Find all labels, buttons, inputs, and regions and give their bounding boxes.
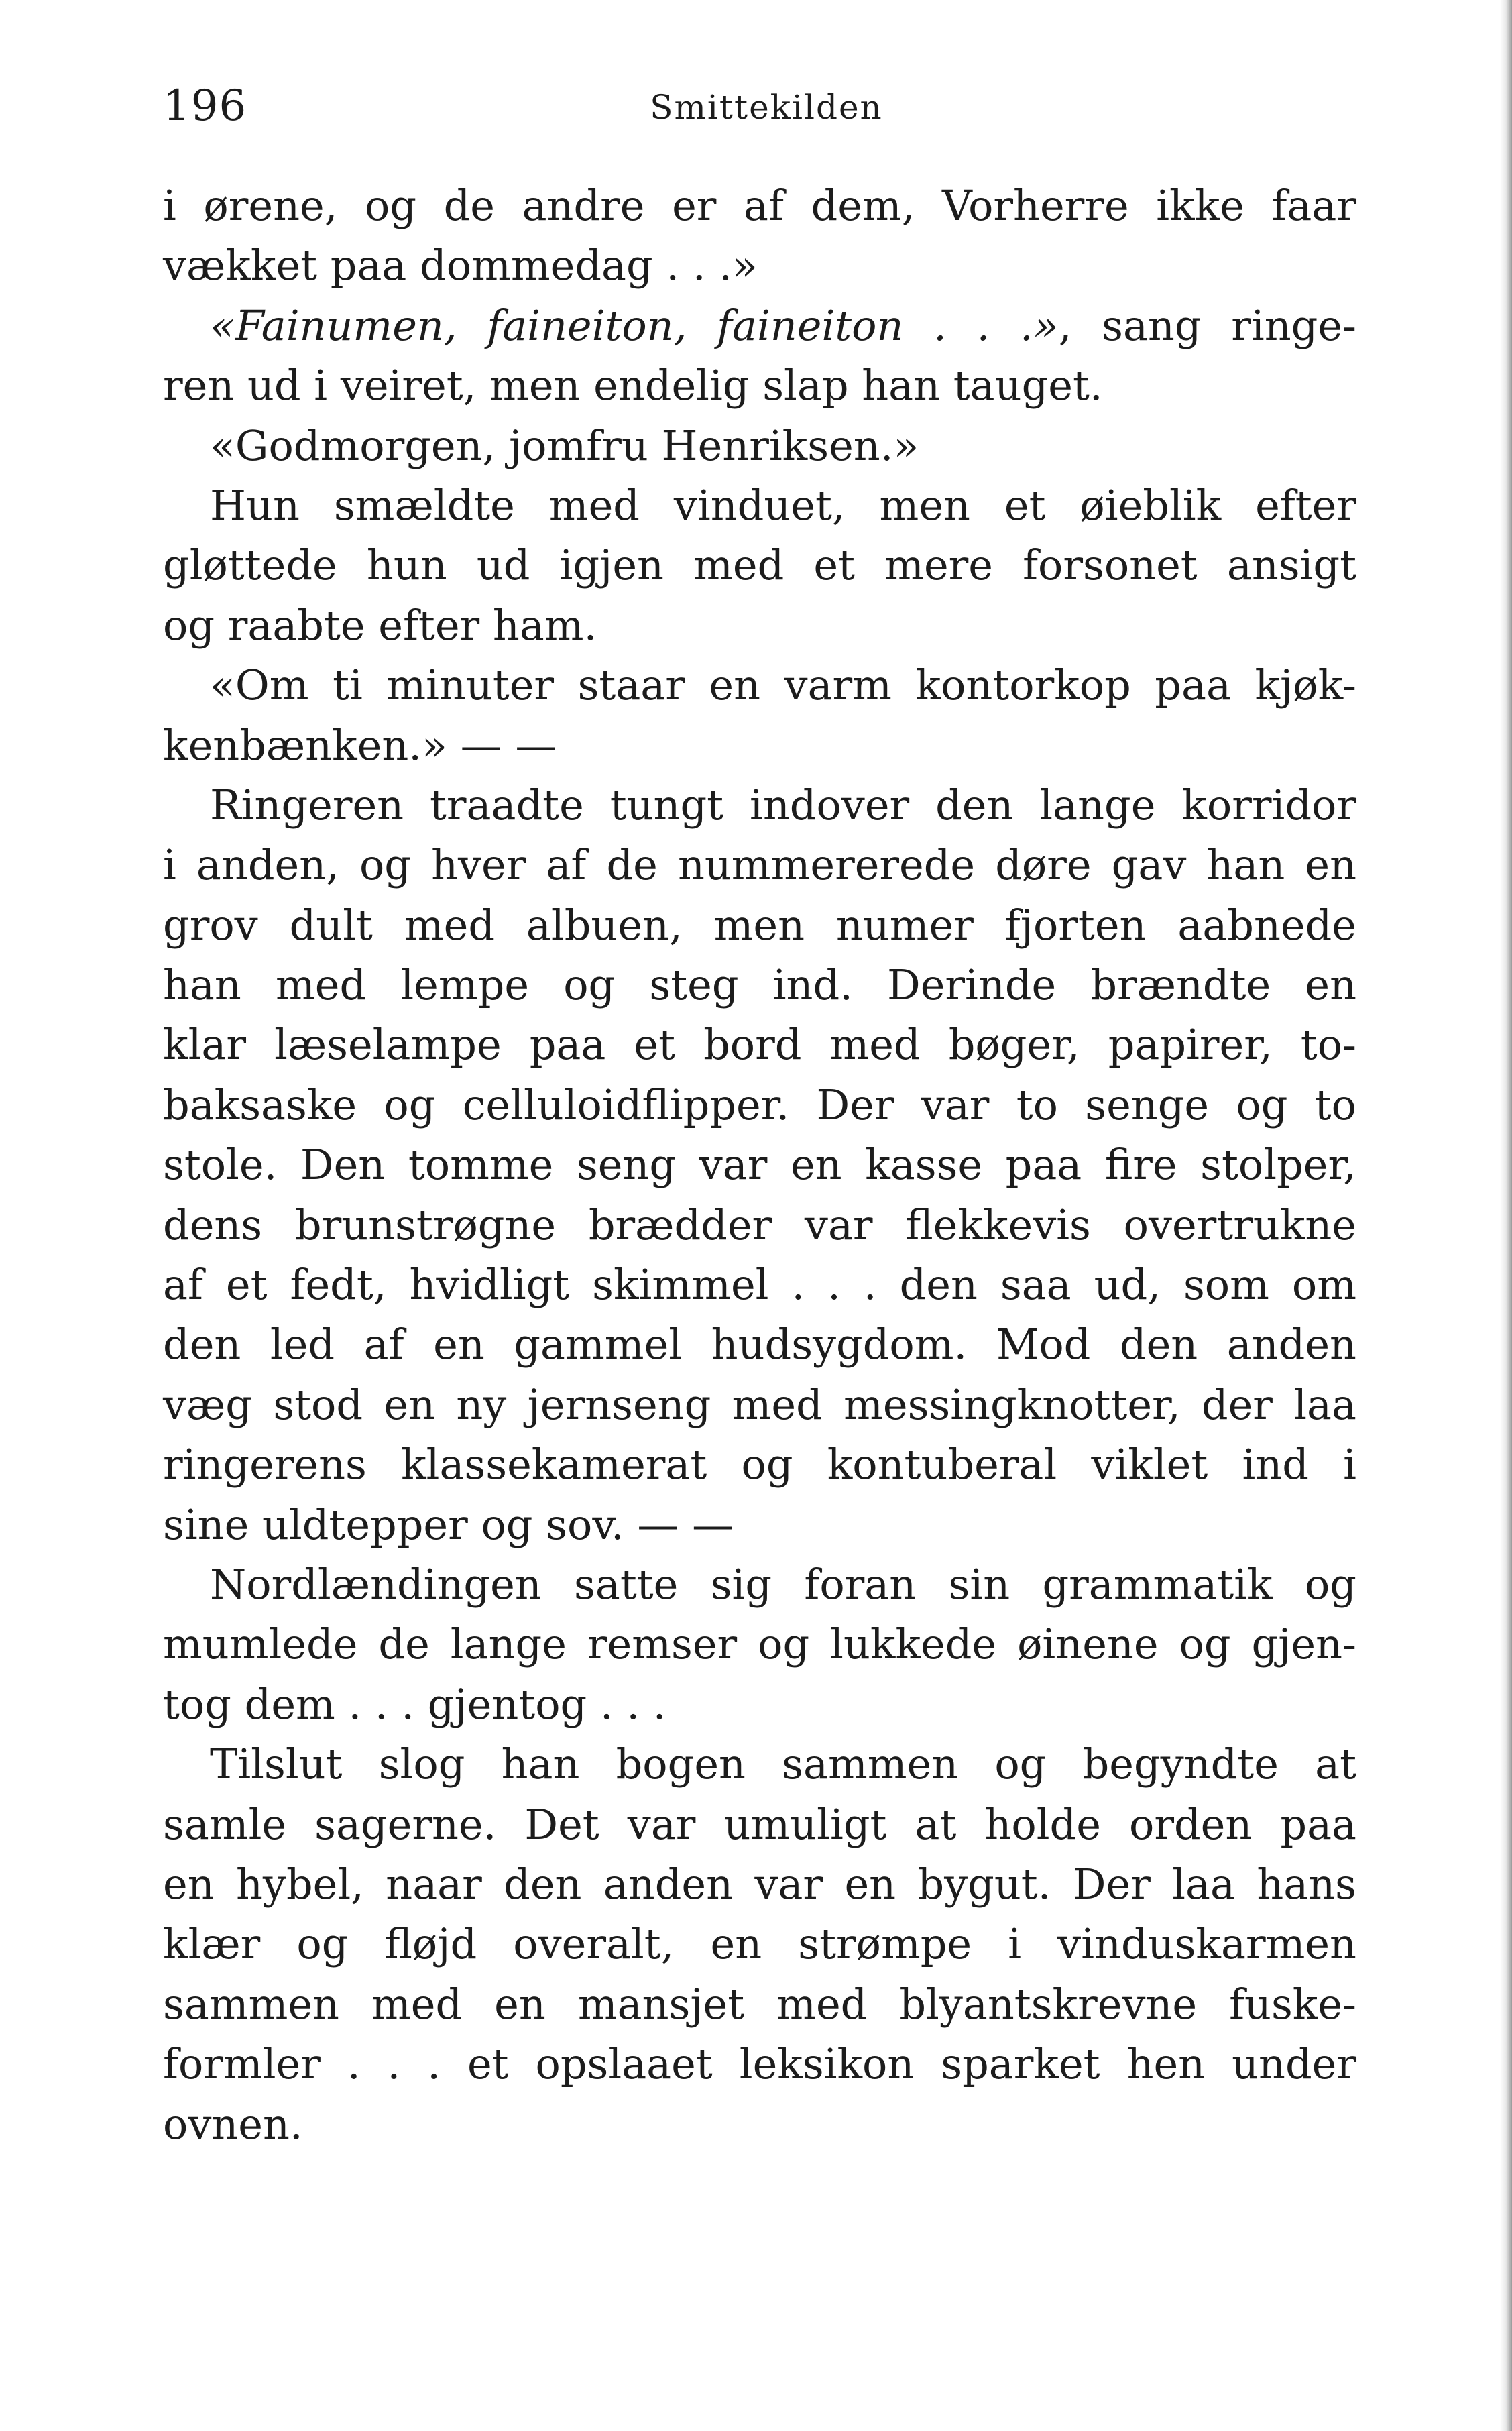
running-title: Smittekilden (650, 88, 883, 127)
text-line: samle sagerne. Det var umuligt at holde orden paa (163, 1799, 1356, 1849)
text-line-with-italic (163, 296, 1356, 355)
text-line: baksaske og celluloidflipper. Der var to senge og to (163, 1080, 1356, 1129)
text-line: klær og fløjd overalt, en strømpe i vinduskarmen (163, 1919, 1356, 1969)
text-line: klar læselampe paa et bord med bøger, papirer, to- (163, 1020, 1356, 1070)
text-line: ren ud i veiret, men endelig slap han tauget. (163, 361, 1103, 410)
text-line: ovnen. (163, 2099, 303, 2149)
text-line: mumlede de lange remser og lukkede øinene og gjen- (163, 1620, 1356, 1669)
text-line: grov dult med albuen, men numer fjorten aabnede (163, 900, 1356, 950)
text-line: vækket paa dommedag . . .» (163, 241, 758, 290)
text-line: han med lempe og steg ind. Derinde brændte en (163, 960, 1356, 1010)
page-header (163, 67, 1356, 141)
text-line: i anden, og hver af de nummererede døre gav han en (163, 840, 1356, 890)
text-line: og raabte efter ham. (163, 600, 597, 650)
body-text (163, 176, 1356, 2154)
text-line: Tilslut slog han bogen sammen og begyndte at (210, 1740, 1356, 1789)
text-line: formler . . . et opslaaet leksikon sparket hen under (163, 2039, 1356, 2089)
text-line: Hun smældte med vinduet, men et øieblik efter (210, 480, 1356, 530)
text-line: den led af en gammel hudsygdom. Mod den anden (163, 1320, 1356, 1369)
text-line: «Om ti minuter staar en varm kontorkop paa kjøk- (210, 661, 1356, 710)
text-line: Nordlændingen satte sig foran sin grammatik og (210, 1559, 1356, 1609)
text-line: «Godmorgen, jomfru Henriksen.» (210, 420, 919, 470)
text-line: dens brunstrøgne brædder var flekkevis overtrukne (163, 1200, 1356, 1249)
text-fragment: , sang ringe- (1058, 300, 1356, 350)
text-line: sine uldtepper og sov. — — (163, 1500, 734, 1549)
text-line: tog dem . . . gjentog . . . (163, 1679, 666, 1729)
text-line: af et fedt, hvidligt skimmel . . . den saa ud, som om (163, 1260, 1356, 1310)
text-line: gløttede hun ud igjen med et mere forsonet ansigt (163, 541, 1356, 590)
text-line: i ørene, og de andre er af dem, Vorherre ikke faar (163, 181, 1356, 230)
text-line: Ringeren traadte tungt indover den lange korridor (210, 780, 1356, 830)
text-line: ringerens klassekamerat og kontuberal viklet ind i (163, 1440, 1356, 1489)
text-line: sammen med en mansjet med blyantskrevne fuske- (163, 1979, 1356, 2029)
text-line: stole. Den tomme seng var en kasse paa fire stolper, (163, 1140, 1356, 1190)
text-line: kenbænken.» — — (163, 720, 557, 770)
text-line: en hybel, naar den anden var en bygut. Der laa hans (163, 1859, 1356, 1909)
page-number: 196 (163, 81, 247, 131)
page-edge-shadow (1500, 0, 1512, 2431)
text-line: væg stod en ny jernseng med messingknotter, der laa (163, 1379, 1356, 1429)
italic-quote: «Fainumen, faineiton, faineiton . . .» (210, 300, 1059, 350)
